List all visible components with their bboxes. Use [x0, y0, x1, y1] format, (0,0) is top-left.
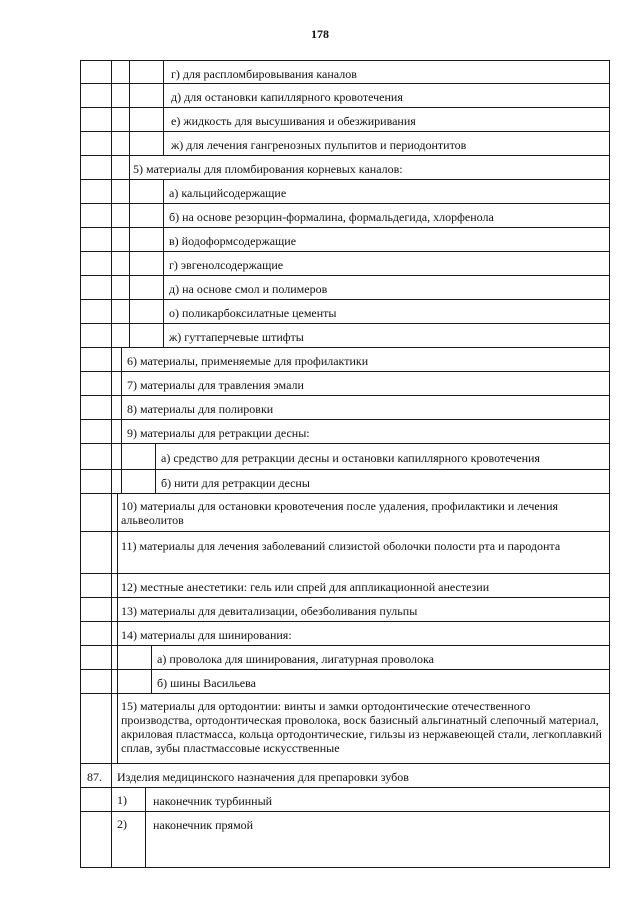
- table-row: [80, 532, 610, 574]
- table-row: [80, 228, 610, 252]
- row-text: 5) материалы для пломбирования корневых каналов:: [133, 162, 403, 176]
- row-text: 6) материалы, применяемые для профилактики: [127, 354, 369, 368]
- row-number: 87.: [87, 770, 102, 784]
- row-text: о) поликарбоксилатные цементы: [169, 306, 337, 320]
- row-text: 15) материалы для ортодонтии: винты и замки ортодонтические отечественного производства, ортодонтическая проволока, воск базисный альгинатный слепочный материал, акриловая пластмасса, кольца ортодонтические, гильзы из нержавеющей стали, легкоплавкий сплав, зубы пластмассовые искусственные: [121, 699, 602, 755]
- row-text: д) на основе смол и полимеров: [169, 282, 328, 296]
- row-text: б) на основе резорцин-формалина, формальдегида, хлорфенола: [169, 210, 494, 224]
- row-number: 1): [117, 793, 127, 807]
- table-row: [80, 764, 610, 788]
- row-text: в) йодоформсодержащие: [169, 234, 297, 248]
- table-row: [80, 788, 610, 812]
- row-text: б) нити для ретракции десны: [161, 476, 310, 490]
- row-text: 9) материалы для ретракции десны:: [127, 426, 310, 440]
- table-row: [80, 348, 610, 372]
- table-row: [80, 420, 610, 444]
- row-text: 14) материалы для шинирования:: [121, 628, 292, 642]
- row-text: 7) материалы для травления эмали: [127, 378, 304, 392]
- row-text: ж) гуттаперчевые штифты: [169, 330, 304, 344]
- table-row: [80, 60, 610, 84]
- table-row: [80, 574, 610, 598]
- table-row: [80, 180, 610, 204]
- table-row: [80, 84, 610, 108]
- table-row: [80, 252, 610, 276]
- row-text: 13) материалы для девитализации, обезболивания пульпы: [121, 604, 418, 618]
- table-row: [80, 694, 610, 764]
- row-text: д) для остановки капиллярного кровотечения: [171, 90, 403, 104]
- materials-table: [80, 60, 610, 868]
- row-text: а) проволока для шинирования, лигатурная проволока: [157, 652, 434, 666]
- row-text: а) средство для ретракции десны и остановки капиллярного кровотечения: [161, 451, 540, 465]
- row-text: ж) для лечения гангренозных пульпитов и периодонтитов: [171, 138, 467, 152]
- row-text: наконечник прямой: [153, 818, 254, 832]
- table-row: [80, 494, 610, 532]
- table-row: [80, 204, 610, 228]
- table-row: [80, 396, 610, 420]
- table-row: [80, 324, 610, 348]
- row-text: е) жидкость для высушивания и обезжиривания: [171, 114, 416, 128]
- row-text: наконечник турбинный: [153, 794, 273, 808]
- table-row: [80, 276, 610, 300]
- row-number: 2): [117, 817, 127, 831]
- row-text: б) шины Васильева: [157, 676, 256, 690]
- row-text: Изделия медицинского назначения для препаровки зубов: [117, 770, 409, 784]
- table-row: [80, 108, 610, 132]
- table-row: [80, 156, 610, 180]
- table-row: [80, 300, 610, 324]
- row-text: 12) местные анестетики: гель или спрей для аппликационной анестезии: [121, 580, 490, 594]
- table-row: [80, 646, 610, 670]
- row-text: г) эвгенолсодержащие: [169, 258, 284, 272]
- table-row: [80, 670, 610, 694]
- table-row: [80, 132, 610, 156]
- row-text: 8) материалы для полировки: [127, 402, 274, 416]
- page-number: 178: [311, 27, 329, 41]
- table-row: [80, 598, 610, 622]
- table-row: [80, 812, 610, 868]
- row-text: 10) материалы для остановки кровотечения после удаления, профилактики и лечения альвеолитов: [121, 499, 559, 527]
- table-row: [80, 622, 610, 646]
- table-row: [80, 470, 610, 494]
- row-text: г) для распломбировывания каналов: [171, 67, 357, 81]
- table-row: [80, 372, 610, 396]
- row-text: 11) материалы для лечения заболеваний слизистой оболочки полости рта и пародонта: [121, 539, 561, 553]
- row-text: а) кальцийсодержащие: [169, 186, 287, 200]
- table-row: [80, 444, 610, 470]
